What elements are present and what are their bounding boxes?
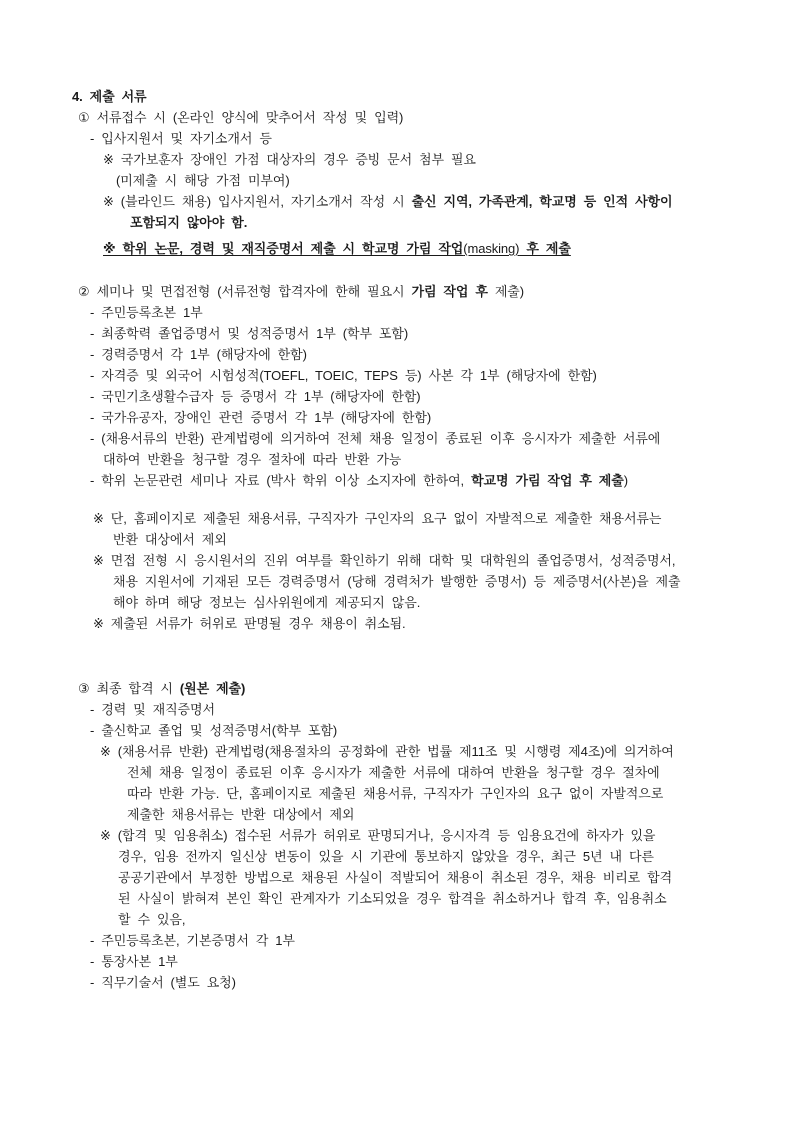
text-line: [90, 720, 762, 741]
text-line: [118, 846, 762, 867]
text-segment: ※ 면접 전형 시 응시원서의 진위 여부를 확인하기 위해 대학 및 대학원의 졸업증명서, 성적증명서,: [93, 553, 676, 568]
text-segment: 가림 작업 후: [411, 284, 488, 299]
text-segment: 대하여 반환을 청구할 경우 절차에 따라 반환 가능: [103, 452, 402, 467]
text-segment: - 경력증명서 각 1부 (해당자에 한함): [90, 347, 307, 362]
text-segment: 된 사실이 밝혀져 본인 확인 관계자가 기소되었을 경우 합격을 취소하거나 합격 후, 임용취소: [118, 891, 667, 906]
text-segment: - 직무기술서 (별도 요청): [90, 975, 236, 990]
text-line: [103, 449, 762, 470]
text-line: [72, 86, 762, 107]
text-segment: ※ 국가보훈자 장애인 가점 대상자의 경우 증빙 문서 첨부 필요: [103, 152, 476, 167]
text-line: [90, 930, 762, 951]
text-segment: - 주민등록초본 1부: [90, 305, 203, 320]
text-line: [93, 613, 762, 634]
text-segment: 채용 지원서에 기재된 모든 경력증명서 (당해 경력처가 발행한 증명서) 등 제증명서(사본)을 제출: [113, 574, 681, 589]
text-line: [90, 972, 762, 993]
text-segment: - 경력 및 재직증명서: [90, 702, 215, 717]
document-body: [72, 86, 762, 993]
text-segment: ※ 학위 논문, 경력 및 재직증명서 제출 시 학교명 가림 작업: [103, 241, 464, 256]
text-segment: - 자격증 및 외국어 시험성적(TOEFL, TOEIC, TEPS 등) 사본 각 1부 (해당자에 한함): [90, 368, 597, 383]
text-line: [100, 741, 762, 762]
text-segment: ): [623, 473, 628, 488]
text-line: [90, 365, 762, 386]
text-line: [100, 825, 762, 846]
text-line: [90, 302, 762, 323]
text-segment: ※ (블라인드 채용) 입사지원서, 자기소개서 작성 시: [103, 194, 412, 209]
text-segment: ※ (채용서류 반환) 관계법령(채용절차의 공정화에 관한 법률 제11조 및 시행령 제4조)에 의거하여: [100, 744, 674, 759]
text-line: [90, 951, 762, 972]
text-line: [116, 170, 762, 191]
text-segment: - 국가유공자, 장애인 관련 증명서 각 1부 (해당자에 한함): [90, 410, 432, 425]
text-line: [90, 428, 762, 449]
text-segment: - 출신학교 졸업 및 성적증명서(학부 포함): [90, 723, 338, 738]
text-segment: (미제출 시 해당 가점 미부여): [116, 173, 290, 188]
text-segment: - 주민등록초본, 기본증명서 각 1부: [90, 933, 295, 948]
text-segment: - 학위 논문관련 세미나 자료 (박사 학위 이상 소지자에 한하여,: [90, 473, 472, 488]
text-line: [78, 678, 762, 699]
text-segment: - (채용서류의 반환) 관계법령에 의거하여 전체 채용 일정이 종료된 이후 응시자가 제출한 서류에: [90, 431, 661, 446]
text-segment: ② 세미나 및 면접전형 (서류전형 합격자에 한해 필요시: [78, 284, 412, 299]
text-segment: - 국민기초생활수급자 등 증명서 각 1부 (해당자에 한함): [90, 389, 421, 404]
text-line: [90, 407, 762, 428]
text-segment: ① 서류접수 시 (온라인 양식에 맞추어서 작성 및 입력): [78, 110, 404, 125]
text-line: [90, 699, 762, 720]
text-line: [78, 107, 762, 128]
text-segment: 공공기관에서 부정한 방법으로 채용된 사실이 적발되어 채용이 취소된 경우, 채용 비리로 합격: [118, 870, 673, 885]
text-line: [118, 888, 762, 909]
text-line: [127, 783, 762, 804]
text-segment: (원본 제출): [179, 681, 246, 696]
text-line: [103, 191, 762, 212]
text-line: [127, 762, 762, 783]
text-line: [90, 344, 762, 365]
text-line: [103, 149, 762, 170]
text-line: [103, 238, 762, 259]
text-line: [113, 571, 762, 592]
text-segment: 전체 채용 일정이 종료된 이후 응시자가 제출한 서류에 대하여 반환을 청구할 경우 절차에: [127, 765, 660, 780]
text-line: [78, 281, 762, 302]
text-segment: 반환 대상에서 제외: [113, 532, 227, 547]
text-segment: ※ 제출된 서류가 허위로 판명될 경우 채용이 취소됨.: [93, 616, 406, 631]
text-segment: ③ 최종 합격 시: [78, 681, 180, 696]
text-line: [93, 550, 762, 571]
text-line: [118, 867, 762, 888]
text-segment: 학교명 가림 작업 후 제출: [471, 473, 624, 488]
text-line: [90, 470, 762, 491]
text-line: [90, 386, 762, 407]
text-segment: 할 수 있음,: [118, 912, 186, 927]
text-segment: 경우, 임용 전까지 일신상 변동이 있을 시 기관에 통보하지 않았을 경우, 최근 5년 내 다른: [118, 849, 654, 864]
text-line: [113, 592, 762, 613]
text-line: [90, 323, 762, 344]
text-line: [118, 909, 762, 930]
text-segment: 따라 반환 가능. 단, 홈페이지로 제출된 채용서류, 구직자가 구인자의 요구 없이 자발적으로: [127, 786, 664, 801]
text-segment: - 최종학력 졸업증명서 및 성적증명서 1부 (학부 포함): [90, 326, 409, 341]
text-segment: 출신 지역, 가족관계, 학교명 등 인적 사항이: [411, 194, 673, 209]
text-segment: - 통장사본 1부: [90, 954, 178, 969]
text-line: [127, 804, 762, 825]
text-segment: 4. 제출 서류: [72, 89, 147, 104]
text-segment: ※ (합격 및 임용취소) 접수된 서류가 허위로 판명되거나, 응시자격 등 임용요건에 하자가 있을: [100, 828, 656, 843]
text-line: [113, 529, 762, 550]
text-line: [130, 212, 762, 233]
text-segment: 포함되지 않아야 함.: [130, 215, 248, 230]
text-segment: 제출): [487, 284, 524, 299]
text-segment: 제출한 채용서류는 반환 대상에서 제외: [127, 807, 355, 822]
text-segment: 후 제출: [519, 241, 571, 256]
text-segment: - 입사지원서 및 자기소개서 등: [90, 131, 272, 146]
text-line: [90, 128, 762, 149]
text-line: [93, 508, 762, 529]
text-segment: (masking): [463, 241, 520, 256]
text-segment: ※ 단, 홈페이지로 제출된 채용서류, 구직자가 구인자의 요구 없이 자발적으로 제출한 채용서류는: [93, 511, 662, 526]
text-segment: 해야 하며 해당 정보는 심사위원에게 제공되지 않음.: [113, 595, 421, 610]
